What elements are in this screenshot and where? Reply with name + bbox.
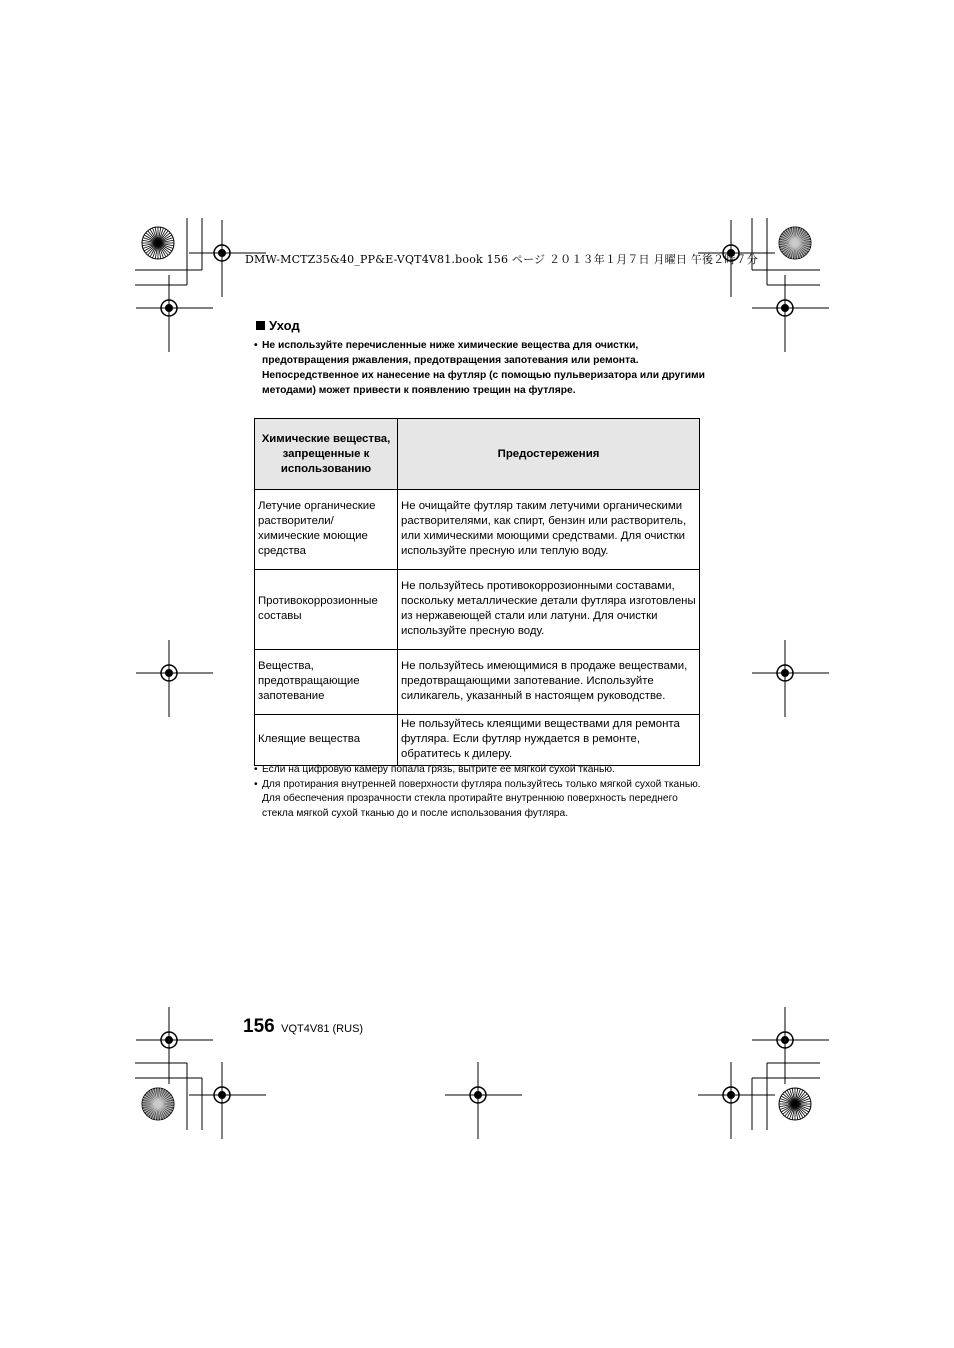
table-header-row — [255, 419, 700, 490]
bullet-icon: • — [254, 340, 258, 351]
bullet-icon: • — [254, 778, 258, 790]
registration-target-icon — [136, 640, 213, 717]
document-code: VQT4V81 (RUS) — [281, 1023, 364, 1035]
registration-target-icon — [698, 1062, 775, 1139]
page-footer — [243, 1016, 363, 1038]
chemicals-table — [254, 418, 700, 766]
registration-target-icon — [752, 640, 829, 717]
table-row — [255, 650, 700, 715]
note-item — [254, 778, 704, 822]
registration-target-icon — [445, 1062, 522, 1139]
table-cell-chemical: Противокоррозионные составы — [255, 570, 398, 650]
registration-target-icon — [752, 275, 829, 352]
table-cell-chemical: Летучие органические растворители/ химические моющие средства — [255, 490, 398, 570]
section-title — [256, 318, 300, 333]
table-cell-precaution: Не пользуйтесь клеящими веществами для ремонта футляра. Если футляр нуждается в ремонте, обратитесь к дилеру. — [398, 715, 700, 766]
registration-target-icon — [189, 1062, 266, 1139]
warning-text: Не используйте перечисленные ниже химические вещества для очистки, предотвращения ржавления, предотвращения запотевания или ремонта. Непосредственное их нанесение на футляр (с помощью пульверизатора или другими методами) может привести к появлению трещин на футляре. — [262, 340, 705, 396]
notes-list — [254, 763, 704, 821]
color-wheel-icon — [779, 227, 811, 259]
section-title-text: Уход — [269, 318, 300, 333]
table-row — [255, 715, 700, 766]
note-text: Если на цифровую камеру попала грязь, вытрите ее мягкой сухой тканью. — [262, 764, 615, 775]
color-wheel-icon — [142, 227, 174, 259]
bullet-icon: • — [254, 764, 258, 775]
column-header-chemicals: Химические вещества, запрещенные к использованию — [255, 419, 398, 490]
page-number: 156 — [243, 1016, 275, 1037]
column-header-precautions: Предостережения — [398, 419, 700, 490]
note-text: Для протирания внутренней поверхности футляра пользуйтесь только мягкой сухой тканью. Для обеспечения прозрачности стекла протирайте внутреннюю поверхность переднего стекла мягкой сухой тканью до и после использования футляра. — [262, 778, 701, 819]
table-cell-precaution: Не очищайте футляр таким летучими органическими растворителями, как спирт, бензин или растворитель, или химическими моющими средствами. Для очистки используйте пресную или теплую воду. — [398, 490, 700, 570]
table-row — [255, 490, 700, 570]
square-bullet-icon — [256, 321, 265, 330]
table-row — [255, 570, 700, 650]
file-header-line: DMW-MCTZ35&40_PP&E-VQT4V81.book 156 ページ ２０１３年１月７日 月曜日 午後２時７分 — [245, 253, 758, 266]
table-cell-precaution: Не пользуйтесь имеющимися в продаже веществами, предотвращающими запотевание. Используйте силикагель, указанный в настоящем руководстве. — [398, 650, 700, 715]
warning-paragraph — [254, 338, 712, 398]
color-wheel-icon — [142, 1088, 174, 1120]
registration-target-icon — [136, 1007, 213, 1084]
note-item — [254, 763, 704, 778]
registration-target-icon — [752, 1007, 829, 1084]
registration-target-icon — [136, 275, 213, 352]
table-cell-chemical: Вещества, предотвращающие запотевание — [255, 650, 398, 715]
table-cell-precaution: Не пользуйтесь противокоррозионными составами, поскольку металлические детали футляра изготовлены из нержавеющей стали или латуни. Для очистки используйте пресную воду. — [398, 570, 700, 650]
color-wheel-icon — [779, 1088, 811, 1120]
table-cell-chemical: Клеящие вещества — [255, 715, 398, 766]
